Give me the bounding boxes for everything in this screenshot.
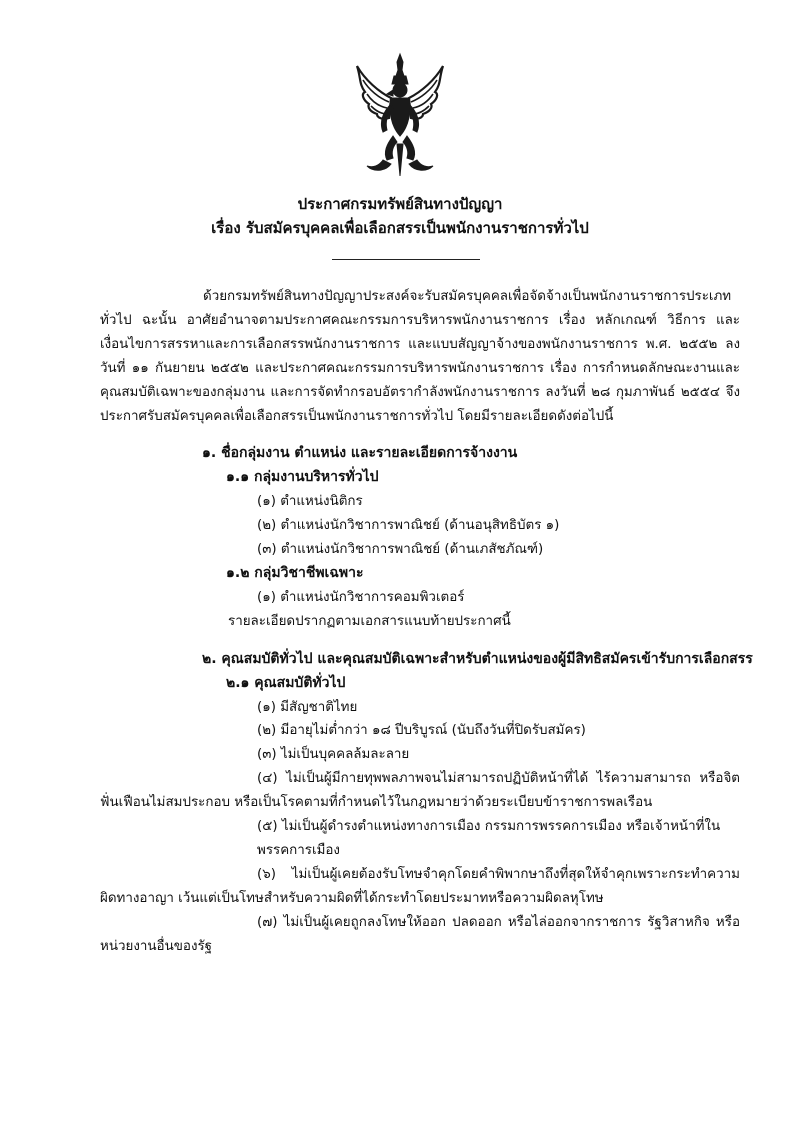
title-divider: [332, 259, 480, 260]
list-item: (๑) ตำแหน่งนักวิชาการคอมพิวเตอร์: [257, 589, 465, 605]
section2-heading: ๒. คุณสมบัติทั่วไป และคุณสมบัติเฉพาะสำหรับตำแหน่งของผู้มีสิทธิสมัครเข้ารับการเลือกสรร: [202, 650, 753, 667]
spacer: [100, 634, 740, 648]
list-item: (๔) ไม่เป็นผู้มีกายทุพพลภาพจนไม่สามารถปฏิบัติหน้าที่ได้ ไร้ความสามารถ หรือจิตฟั่นเฟือนไม่สมประกอบ หรือเป็นโรคตามที่กำหนดไว้ในกฎหมายว่าด้วยระเบียบข้าราชการพลเรือน: [100, 771, 740, 811]
intro-paragraph: ด้วยกรมทรัพย์สินทางปัญญาประสงค์จะรับสมัครบุคคลเพื่อจัดจ้างเป็นพนักงานราชการประเภททั่วไป ฉะนั้น อาศัยอำนาจตามประกาศคณะกรรมการบริหารพนักงานราชการ เรื่อง หลักเกณฑ์ วิธีการ และเงื่อนไขการสรรหาและการเลือกสรรพนักงานราชการ และแบบสัญญาจ้างของพนักงานราชการ พ.ศ. ๒๕๕๒ ลงวันที่ ๑๑ กันยายน ๒๕๕๒ และประกาศคณะกรรมการบริหารพนักงานราชการ เรื่อง การกำหนดลักษณะงานและคุณสมบัติเฉพาะของกลุ่มงาน และการจัดทำกรอบอัตรากำลังพนักงานราชการ ลงวันที่ ๒๘ กุมภาพันธ์ ๒๕๕๔ จึงประกาศรับสมัครบุคคลเพื่อเลือกสรรเป็นพนักงานราชการทั่วไป โดยมีรายละเอียดดังต่อไปนี้: [100, 289, 740, 424]
spacer: [100, 428, 740, 442]
section1-group2-heading: ๑.๒ กลุ่มวิชาชีพเฉพาะ: [226, 564, 364, 581]
list-item: (๑) ตำแหน่งนิติกร: [257, 494, 363, 510]
list-item: (๓) ตำแหน่งนักวิชาการพาณิชย์ (ด้านเภสัชภัณฑ์): [257, 542, 544, 558]
section1-note: รายละเอียดปรากฏตามเอกสารแนบท้ายประกาศนี้: [228, 613, 511, 629]
list-item: (๑) มีสัญชาติไทย: [257, 699, 358, 715]
document-body: [100, 285, 753, 958]
list-item: (๒) ตำแหน่งนักวิชาการพาณิชย์ (ด้านอนุสิทธิบัตร ๑): [257, 518, 560, 534]
section1-heading: ๑. ชื่อกลุ่มงาน ตำแหน่ง และรายละเอียดการจ้างงาน: [202, 445, 518, 462]
list-item: (๕) ไม่เป็นผู้ดำรงตำแหน่งทางการเมือง กรรมการพรรคการเมือง หรือเจ้าหน้าที่ในพรรคการเมือง: [257, 819, 721, 858]
document-title: ประกาศกรมทรัพย์สินทางปัญญา: [297, 195, 503, 213]
list-item: (๗) ไม่เป็นผู้เคยถูกลงโทษให้ออก ปลดออก หรือไล่ออกจากราชการ รัฐวิสาหกิจ หรือหน่วยงานอื่นของรัฐ: [100, 914, 740, 954]
document-subject: เรื่อง รับสมัครบุคคลเพื่อเลือกสรรเป็นพนักงานราชการทั่วไป: [211, 219, 589, 237]
list-item: (๓) ไม่เป็นบุคคลล้มละลาย: [257, 747, 410, 763]
section1-group1-heading: ๑.๑ กลุ่มงานบริหารทั่วไป: [226, 469, 379, 486]
list-item: (๖) ไม่เป็นผู้เคยต้องรับโทษจำคุกโดยคำพิพากษาถึงที่สุดให้จำคุกเพราะกระทำความผิดทางอาญา เว้นแต่เป็นโทษสำหรับความผิดที่ได้กระทำโดยประมาทหรือความผิดลหุโทษ: [100, 866, 740, 906]
list-item: (๒) มีอายุไม่ต่ำกว่า ๑๘ ปีบริบูรณ์ (นับถึงวันที่ปิดรับสมัคร): [257, 723, 586, 739]
garuda-emblem-icon: [353, 52, 447, 178]
section2-sub-heading: ๒.๑ คุณสมบัติทั่วไป: [226, 674, 346, 691]
